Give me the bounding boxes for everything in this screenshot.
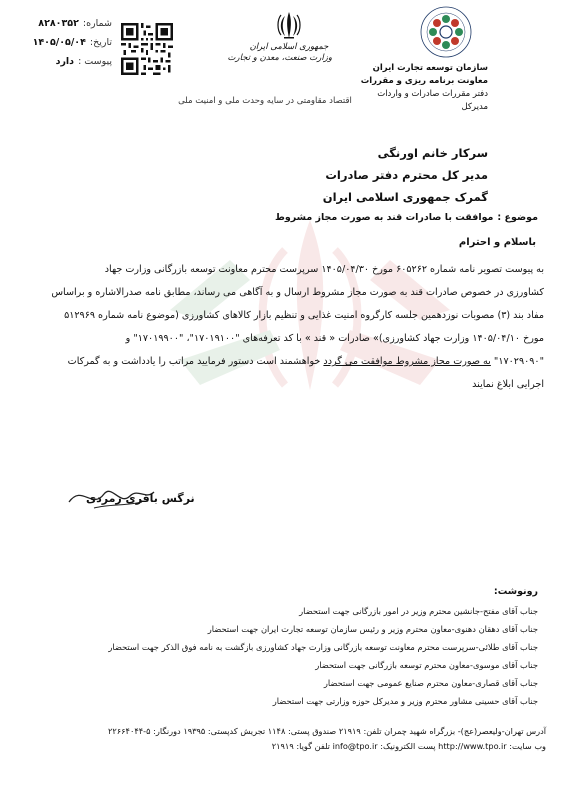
cc-item: جناب آقای دهقان دهنوی-معاون محترم وزیر و رئیس سازمان توسعه تجارت ایران جهت استحضار	[207, 624, 538, 634]
slogan: اقتصاد مقاومتی در سایه وحدت ملی و امنیت ملی	[178, 96, 352, 106]
body-line	[22, 350, 544, 373]
signer-name: نرگس باقری زمردی	[86, 492, 195, 505]
letter-number: ۸۲۸۰۳۵۲	[38, 18, 79, 29]
cc-item: جناب آقای موسوی-معاون محترم توسعه بازرگانی جهت استحضار	[315, 660, 538, 670]
recipient-block	[323, 142, 488, 208]
body-line: مورخ ۱۴۰۵/۰۴/۱۰ وزارت جهاد کشاورزی)» صادرات « قند » با کد تعرفه‌های "۱۷۰۱۹۱۰۰"، "۱۷۰۱۹۹۰۰" و	[125, 333, 544, 344]
cc-item: جناب آقای حسینی مشاور محترم وزیر و مدیرکل حوزه وزارتی جهت استحضار	[272, 696, 538, 706]
cc-item: جناب آقای مفتح-جانشین محترم وزیر در امور بازرگانی جهت استحضار	[299, 606, 538, 616]
iran-emblem-icon	[276, 10, 302, 40]
cc-list	[38, 602, 538, 710]
letter-date-label: تاریخ:	[89, 37, 112, 48]
letter-body	[22, 258, 544, 396]
recipient-org: گمرک جمهوری اسلامی ایران	[322, 190, 488, 204]
letter-date-row	[12, 33, 112, 52]
office-title: مدیرکل	[461, 102, 488, 112]
subject-label: موضوع :	[497, 212, 538, 223]
footer-address: آدرس تهران-ولیعصر(عج)- بزرگراه شهید چمران تلفن: ۲۱۹۱۹ صندوق پستی: ۱۱۴۸ تجریش کدپستی: ۱۹۳۹۵ دورنگار: ۵-۲۲۶۶۴۰۴۴	[107, 726, 546, 736]
tariff-code: "۱۷۰۲۹۰۹۰"	[493, 356, 544, 367]
letter-meta	[12, 14, 112, 71]
body-line: مفاد بند (۳) مصوبات نوزدهمین جلسه کارگروه امنیت غذایی و تنظیم بازار کالاهای کشاورزی (موضوع نامه شماره ۵۱۲۹۶۹	[64, 310, 544, 321]
cc-item: جناب آقای قصاری-معاون محترم صنایع عمومی جهت استحضار	[323, 678, 538, 688]
government-name: جمهوری اسلامی ایران	[249, 42, 329, 52]
cc-item: جناب آقای طلائی-سرپرست محترم معاونت توسعه بازرگانی وزارت جهاد کشاورزی بازگشت به نامه فوق الذکر جهت استحضار	[108, 642, 538, 652]
letter-attachment: دارد	[55, 56, 75, 67]
ministry-name: وزارت صنعت، معدن و تجارت	[227, 53, 332, 63]
request-phrase: خواهشمند است دستور فرمایید مراتب را یادداشت و به گمرکات	[67, 356, 321, 367]
letter-attachment-row	[12, 52, 112, 71]
footer	[20, 724, 546, 760]
deputy-name: معاونت برنامه ریزی و مقررات	[360, 76, 488, 86]
office-name: دفتر مقررات صادرات و واردات	[377, 89, 488, 99]
body-line: اجرایی ابلاغ نمایند	[472, 379, 544, 390]
organization-name: سازمان توسعه تجارت ایران	[372, 63, 488, 73]
letter-number-row	[12, 14, 112, 33]
letter-number-label: شماره:	[82, 18, 112, 29]
trade-promotion-logo	[416, 4, 476, 60]
recipient-title: مدیر کل محترم دفتر صادرات	[325, 168, 488, 182]
subject-text: موافقت با صادرات قند به صورت مجاز مشروط	[274, 212, 494, 223]
qr-code-icon	[121, 23, 173, 75]
body-line: کشاورزی در خصوص صادرات قند به صورت مجاز مشروط ارسال و به آگاهی می رساند، مطابق نامه صدرالاشاره و براساس	[51, 287, 544, 298]
organization-block	[338, 62, 488, 114]
greeting: باسلام و احترام	[458, 237, 536, 248]
cc-heading: رونوشت:	[493, 586, 538, 597]
letter-attachment-label: پیوست :	[78, 56, 112, 67]
footer-contact: وب سایت: http://www.tpo.ir پست الکترونیک: info@tpo.ir تلفن گویا: ۲۱۹۱۹	[271, 741, 546, 751]
recipient-name: سرکار خانم اورنگی	[377, 146, 488, 160]
letter-date: ۱۴۰۵/۰۵/۰۴	[32, 37, 86, 48]
approval-phrase: به صورت مجاز مشروط موافقت می گردد	[323, 356, 491, 367]
body-line: به پیوست تصویر نامه شماره ۶۰۵۲۶۲ مورخ ۱۴۰۵/۰۴/۳۰ سرپرست محترم معاونت توسعه بازرگانی وزارت جهاد	[104, 264, 544, 275]
subject-line	[275, 212, 538, 223]
government-header	[227, 10, 332, 64]
